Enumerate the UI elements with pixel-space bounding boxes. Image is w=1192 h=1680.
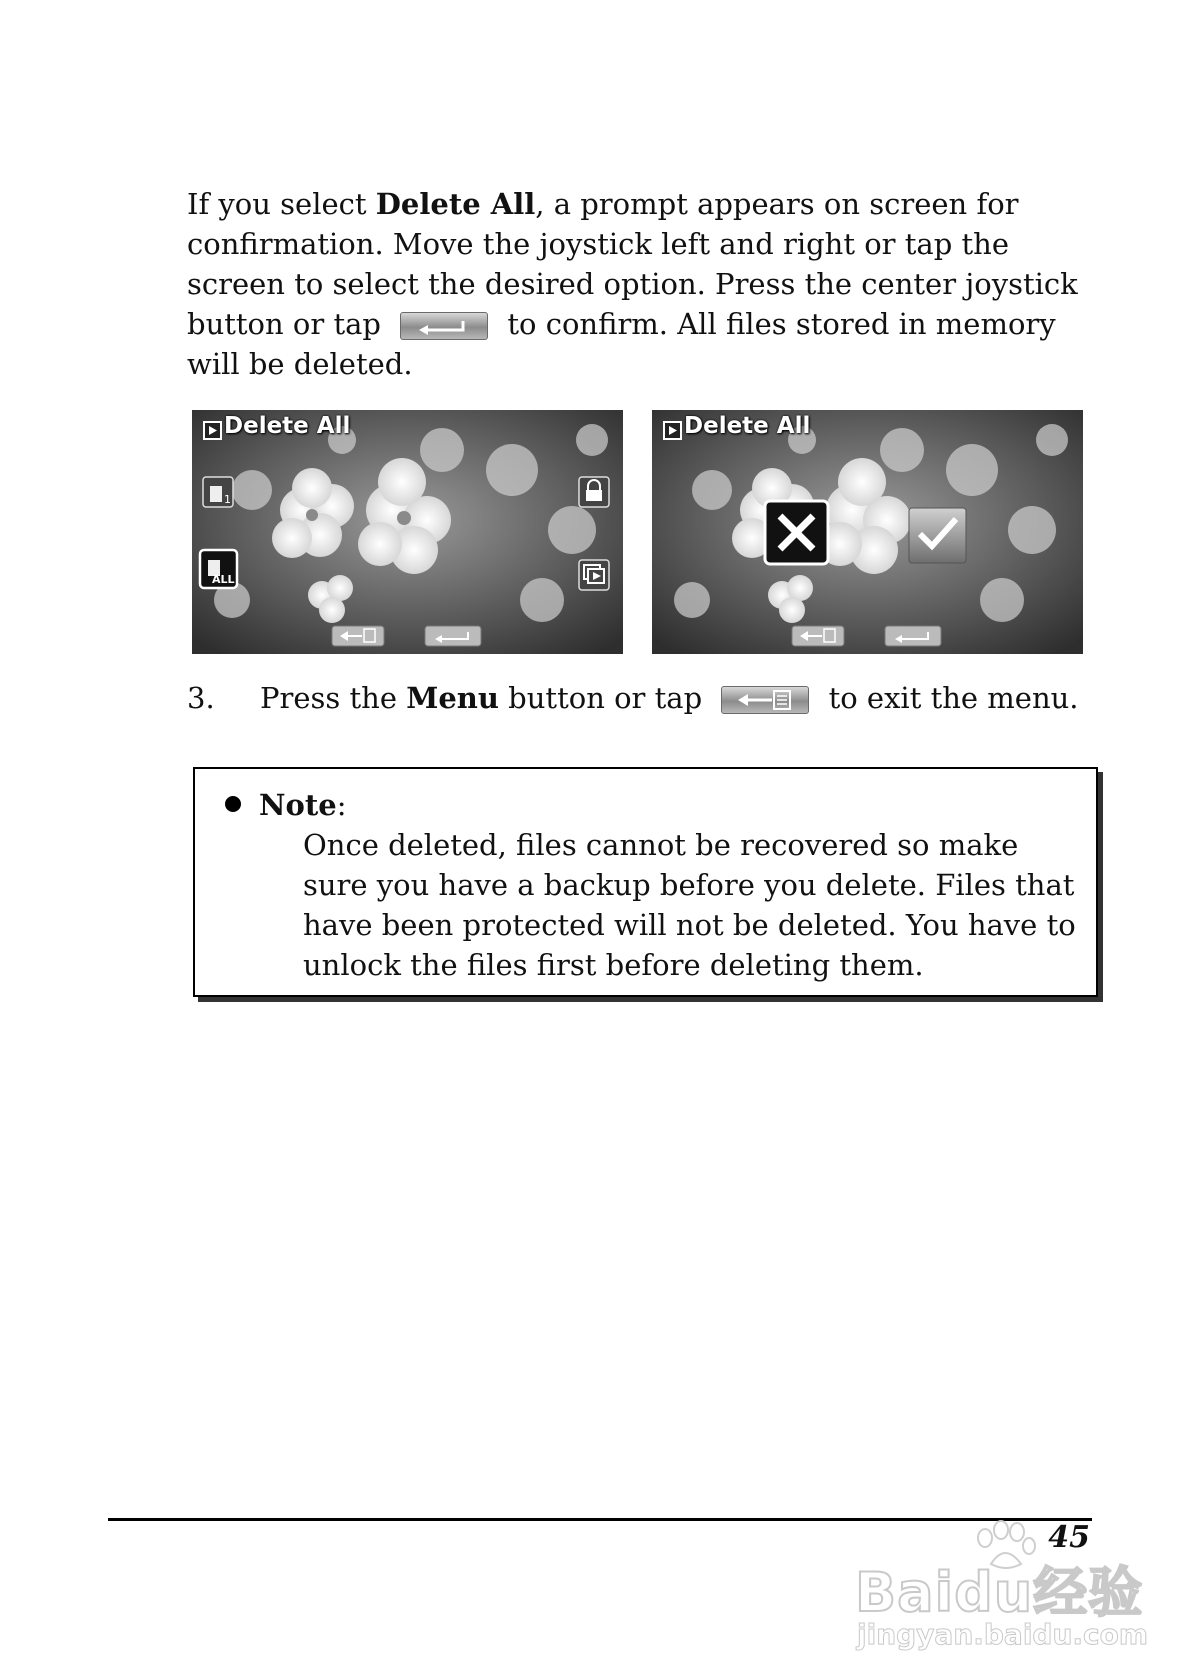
note-text: Once deleted, files cannot be recovered so make sure you have a backup before you delete. Files that have been protected will not be deleted. You have to unlock the files first before deleting them. [303, 828, 1076, 982]
menu-exit-button[interactable] [792, 626, 844, 646]
baidu-watermark [855, 1520, 1155, 1650]
page-number: 45 [1048, 1520, 1090, 1555]
watermark-site: jingyan.baidu.com [857, 1618, 1149, 1651]
intro-text-1: If you select [187, 187, 376, 221]
svg-text:ALL: ALL [212, 573, 235, 586]
step-text-3: to exit the menu. [828, 681, 1079, 715]
menu-exit-button[interactable] [332, 626, 384, 646]
bullet-icon [225, 796, 241, 812]
confirm-check-button[interactable] [909, 508, 966, 563]
intro-text-2: , a prompt appears on screen for confirmation. Move the joystick left and right or tap the screen to select the desired option. Press the center joystick button or tap [187, 187, 1078, 341]
enter-button[interactable] [425, 626, 481, 646]
delete-all-icon[interactable] [200, 550, 237, 588]
cancel-x-button[interactable] [765, 501, 828, 564]
note-heading [225, 785, 346, 825]
svg-text:1: 1 [224, 493, 231, 506]
step-number: 3. [187, 681, 215, 715]
step-text-1: Press the [260, 681, 407, 715]
note-box [193, 767, 1098, 997]
step-bold-menu: Menu [406, 681, 499, 715]
enter-button[interactable] [885, 626, 941, 646]
intro-bold-delete-all: Delete All [375, 187, 536, 221]
menu-back-button-icon [721, 686, 809, 714]
watermark-brand: Baidu经验 [855, 1561, 1144, 1624]
lock-icon[interactable] [579, 477, 609, 507]
delete-one-icon[interactable] [203, 477, 233, 507]
intro-paragraph [187, 184, 1087, 384]
screen-title: Delete All [684, 413, 811, 439]
camera-screen-delete-all [192, 410, 623, 654]
note-colon: : [336, 788, 347, 822]
screen-title: Delete All [224, 413, 351, 439]
slideshow-icon[interactable] [579, 560, 609, 590]
enter-button-icon [400, 312, 488, 340]
note-label: Note [259, 788, 337, 822]
step-3 [187, 678, 1087, 718]
camera-screen-confirm-delete [652, 410, 1083, 654]
intro-text-3: to confirm. All files stored in memory will be deleted. [187, 307, 1056, 381]
step-text-2: button or tap [498, 681, 703, 715]
